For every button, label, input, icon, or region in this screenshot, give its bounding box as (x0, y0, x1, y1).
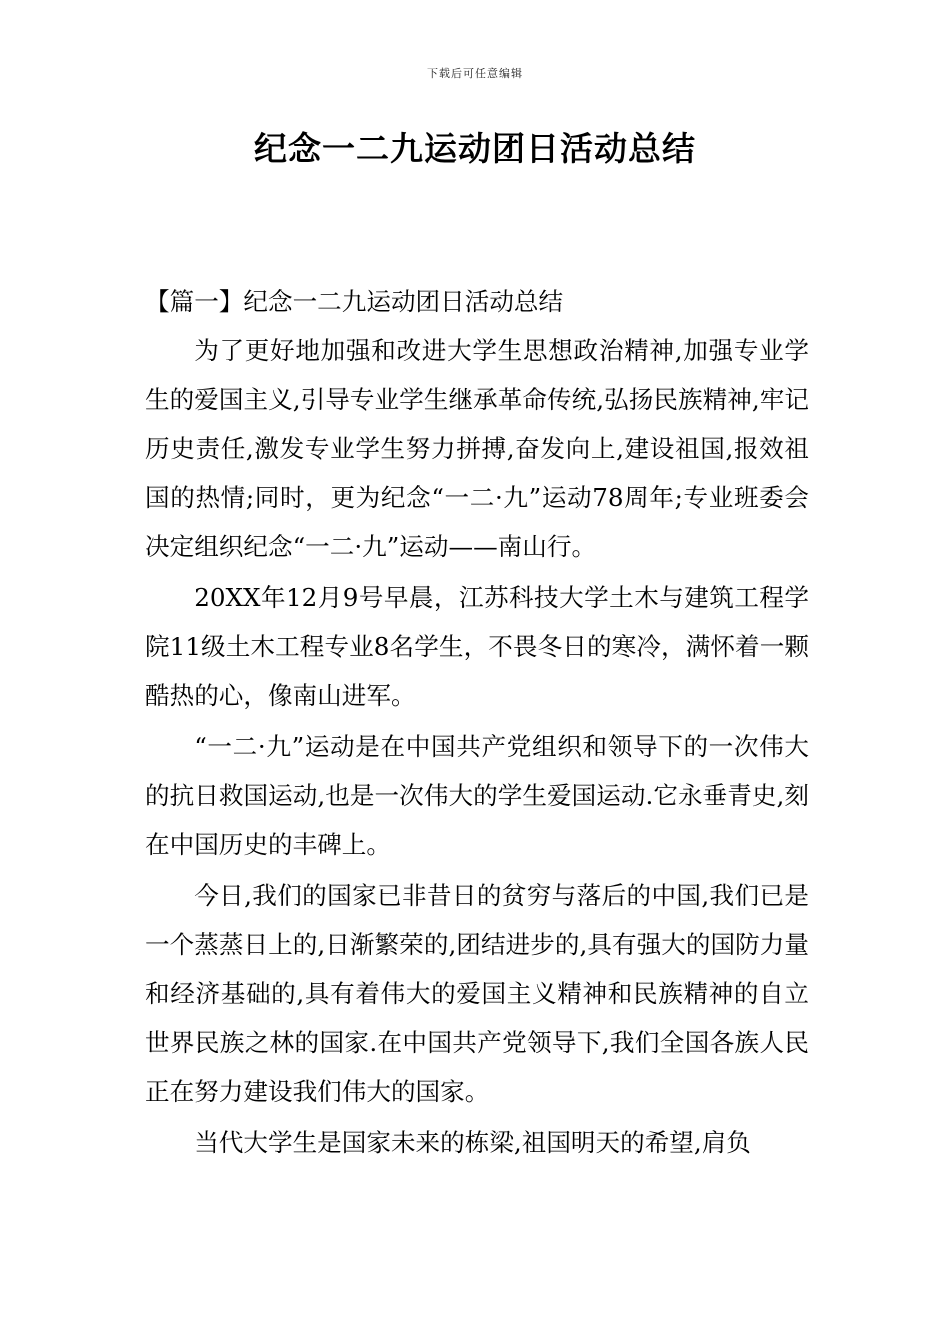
document-body (145, 277, 809, 1167)
paragraph-2: 20XX年12月9号早晨，江苏科技大学土木与建筑工程学院11级土木工程专业8名学生，不畏冬日的寒冷，满怀着一颗酷热的心，像南山进军。 (145, 583, 809, 710)
paragraph-1: 为了更好地加强和改进大学生思想政治精神,加强专业学生的爱国主义,引导专业学生继承革命传统,弘扬民族精神,牢记历史责任,激发专业学生努力拼搏,奋发向上,建设祖国,报效祖国的热情;同时，更为纪念“一二·九”运动78周年;专业班委会决定组织纪念“一二·九”运动——南山行。 (145, 336, 809, 561)
section-heading: 【篇一】纪念一二九运动团日活动总结 (145, 287, 564, 316)
paragraph-4: 今日,我们的国家已非昔日的贫穷与落后的中国,我们已是一个蒸蒸日上的,日渐繁荣的,团结进步的,具有强大的国防力量和经济基础的,具有着伟大的爱国主义精神和民族精神的自立世界民族之林的国家.在中国共产党领导下,我们全国各族人民正在努力建设我们伟大的国家。 (145, 881, 809, 1106)
paragraph-5: 当代大学生是国家未来的栋梁,祖国明天的希望,肩负 (194, 1128, 751, 1157)
document-title: 纪念一二九运动团日活动总结 (254, 129, 696, 168)
paragraph-3: “一二·九”运动是在中国共产党组织和领导下的一次伟大的抗日救国运动,也是一次伟大的学生爱国运动.它永垂青史,刻在中国历史的丰碑上。 (145, 732, 809, 859)
header-note: 下载后可任意编辑 (427, 67, 523, 80)
